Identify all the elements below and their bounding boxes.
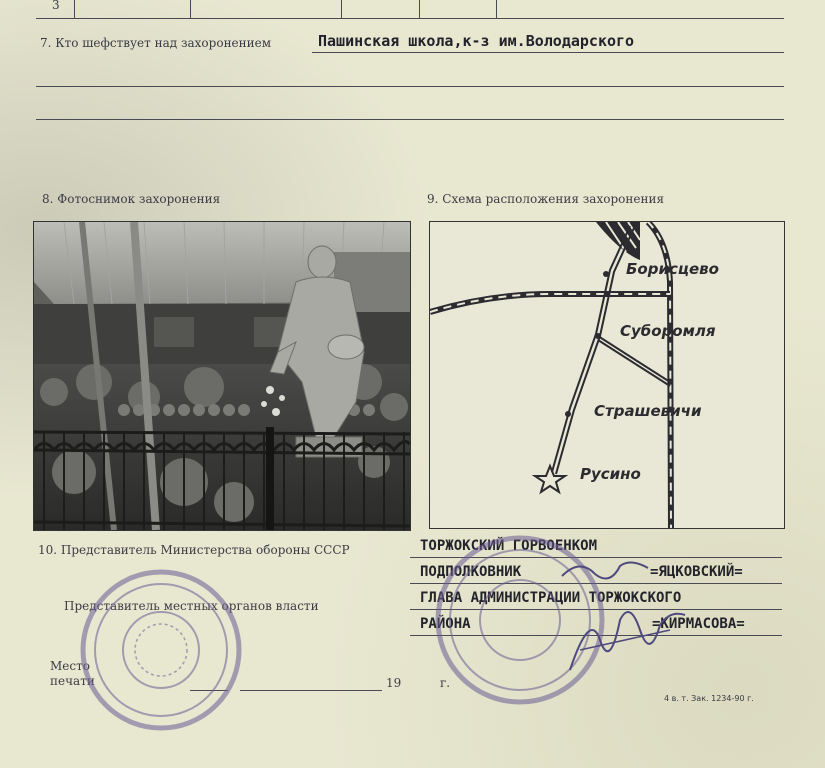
burial-photo-image [34, 222, 410, 530]
top-table-divider [419, 0, 420, 18]
top-table-divider [190, 0, 191, 18]
signatory-line-2-name: =ЯЦКОВСКИЙ= [650, 564, 743, 580]
place-suboromlya: Суборомля [620, 322, 716, 340]
place-boristsevo: Борисцево [626, 260, 719, 278]
place-strashevichi: Страшевичи [594, 402, 702, 420]
place-rusino: Русино [580, 465, 641, 483]
location-scheme [429, 221, 785, 529]
top-table-divider [341, 0, 342, 18]
field-9-label: 9. Схема расположения захоронения [427, 192, 665, 206]
left-round-seal [76, 565, 246, 735]
date-year-suffix: г. [440, 676, 451, 690]
field-7-line-2 [36, 86, 784, 87]
field-7-underline [312, 52, 784, 53]
top-table-divider [74, 0, 75, 18]
date-month-line [240, 690, 382, 691]
field-7-line-3 [36, 119, 784, 120]
signatory-line-3: ГЛАВА АДМИНИСТРАЦИИ ТОРЖОКСКОГО [420, 590, 682, 606]
handwritten-signature-2 [560, 556, 650, 586]
burial-photo [33, 221, 411, 531]
field-8-label: 8. Фотоснимок захоронения [42, 192, 221, 206]
top-table-divider [496, 0, 497, 18]
signatory-line-4-title: РАЙОНА [420, 616, 471, 632]
field-10-label: 10. Представитель Министерства обороны СССР [38, 543, 350, 557]
signatory-line-4-name: =КИРМАСОВА= [652, 616, 745, 632]
print-info: 4 в. т. Зак. 1234-90 г. [664, 694, 754, 703]
top-table-bottom-border [36, 18, 784, 19]
signatory-line-1: ТОРЖОКСКИЙ ГОРВОЕНКОМ [420, 538, 598, 554]
local-authority-label: Представитель местных органов власти [64, 599, 319, 613]
handwritten-signature [560, 600, 690, 680]
top-table-cell-number: 3 [52, 0, 60, 12]
seal-place-label: Место [50, 659, 90, 673]
field-7-label: 7. Кто шефствует над захоронением [40, 36, 272, 50]
field-7-value: Пашинская школа,к-з им.Володарского [318, 32, 635, 50]
date-year: 19 [386, 676, 402, 690]
signatory-line-2-rank: ПОДПОЛКОВНИК [420, 564, 522, 580]
seal-place-label-2: печати [50, 674, 95, 688]
